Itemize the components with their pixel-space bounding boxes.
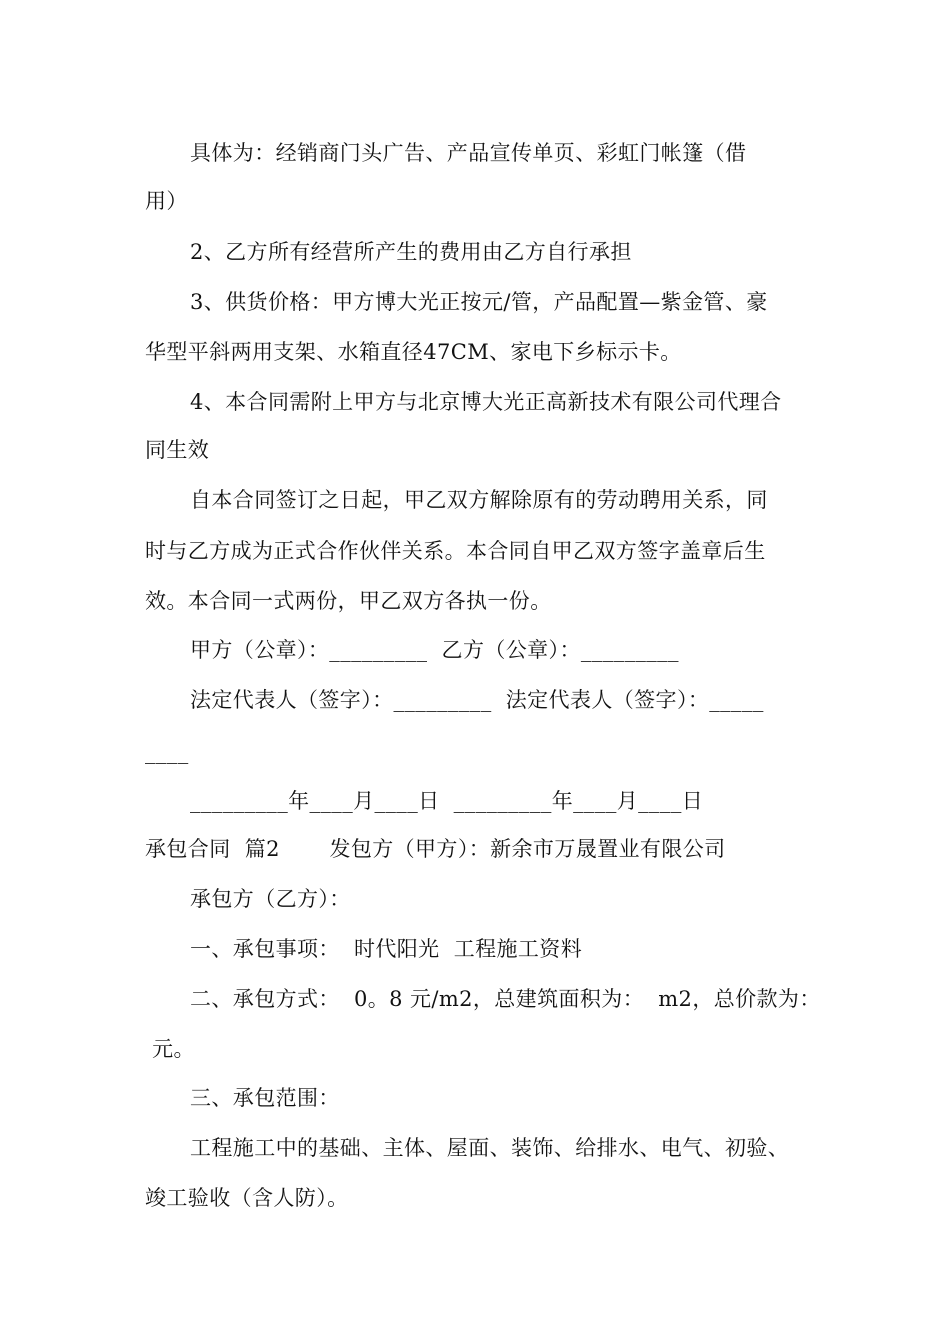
paragraph-line: 同生效 — [145, 438, 210, 462]
paragraph-line: 元。 — [145, 1037, 195, 1061]
section-heading-line: 承包合同 篇2 发包方（甲方）：新余市万晟置业有限公司 — [145, 837, 726, 861]
paragraph-line: 承包方（乙方）： — [190, 887, 351, 911]
paragraph-line: 二、承包方式： 0。8 元/m2，总建筑面积为： m2，总价款为： — [190, 987, 821, 1011]
paragraph-line: 时与乙方成为正式合作伙伴关系。本合同自甲乙双方签字盖章后生 — [145, 539, 766, 563]
paragraph-line: 3、供货价格：甲方博大光正按元/管，产品配置—紫金管、豪 — [190, 290, 768, 314]
paragraph-line: 4、本合同需附上甲方与北京博大光正高新技术有限公司代理合 — [190, 390, 782, 414]
paragraph-line: 自本合同签订之日起，甲乙双方解除原有的劳动聘用关系，同 — [190, 488, 768, 512]
signature-representative-line: 法定代表人（签字）：_________ 法定代表人（签字）：_____ — [190, 688, 764, 712]
paragraph-line: 工程施工中的基础、主体、屋面、装饰、给排水、电气、初验、 — [190, 1136, 790, 1160]
paragraph-line: 用） — [145, 189, 188, 213]
signature-date-line: _________年____月____日 _________年____月____日 — [190, 789, 704, 813]
paragraph-line: 竣工验收（含人防）。 — [145, 1186, 349, 1210]
paragraph-line: 一、承包事项： 时代阳光 工程施工资料 — [190, 937, 583, 961]
paragraph-line: 具体为：经销商门头广告、产品宣传单页、彩虹门帐篷（借 — [190, 141, 747, 165]
signature-continuation-line: ____ — [145, 740, 189, 764]
paragraph-line: 三、承包范围： — [190, 1086, 340, 1110]
paragraph-line: 效。本合同一式两份，甲乙双方各执一份。 — [145, 589, 552, 613]
paragraph-line: 华型平斜两用支架、水箱直径47CM、家电下乡标示卡。 — [145, 340, 682, 364]
paragraph-line: 2、乙方所有经营所产生的费用由乙方自行承担 — [190, 240, 632, 264]
signature-party-line: 甲方（公章）：_________ 乙方（公章）：_________ — [190, 638, 679, 662]
